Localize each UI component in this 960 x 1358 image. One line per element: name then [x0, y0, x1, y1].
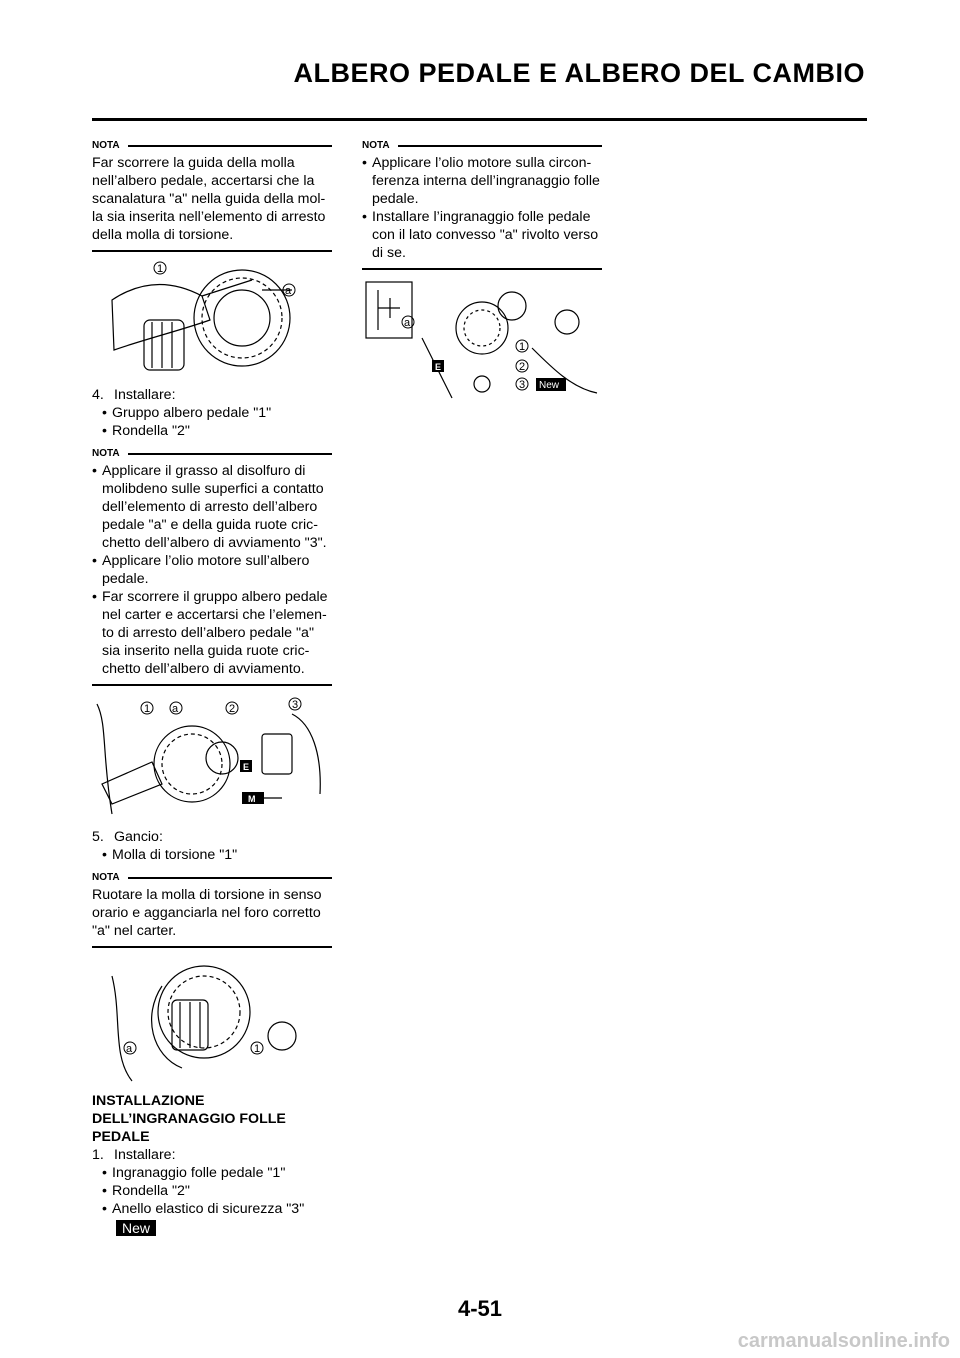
figure-kick-shaft-assembly [92, 694, 332, 820]
nota-heading [92, 870, 332, 886]
page-title: ALBERO PEDALE E ALBERO DEL CAMBIO [293, 58, 865, 88]
nota-bullets [92, 462, 332, 686]
section-title-line: INSTALLAZIONE [92, 1093, 205, 1109]
list-item: • Far scorrere il gruppo albero pedale nel carter e accertarsi che l’elemen-to di arresto dell’albero pedale "a" sia inserito nella guida ruote cric-chetto dell’albero di avviamento. [92, 588, 332, 678]
callout-3: 3 [519, 379, 526, 391]
callout-a: a [172, 703, 179, 715]
new-part-badge: New [116, 1220, 156, 1236]
nota-heading [92, 446, 332, 462]
nota-rule [128, 877, 332, 879]
callout-1: 1 [157, 263, 164, 275]
nota-label: NOTA [92, 872, 120, 883]
header-divider [92, 118, 867, 121]
list-item: • Anello elastico di sicurezza "3" [102, 1201, 305, 1217]
section-title [92, 1092, 332, 1146]
step-5 [92, 828, 332, 846]
nota-rule [128, 453, 332, 455]
list-item-text: Anello elastico di sicurezza "3" [112, 1201, 305, 1217]
callout-1: 1 [254, 1043, 261, 1055]
nota-text: Far scorrere la guida della molla nell’albero pedale, accertarsi che la scanalatura "a" nella guida della mol-la sia inserita nell’elemento di arresto della molla di torsione. [92, 154, 332, 252]
engine-oil-icon: E [435, 362, 442, 372]
figure-idle-gear-install [362, 278, 602, 406]
nota-rule [398, 145, 602, 147]
step-1 [92, 1146, 332, 1164]
list-item-text: Gruppo albero pedale "1" [112, 405, 272, 421]
callout-3: 3 [292, 699, 299, 711]
watermark-url: carmanualsonline.info [737, 1330, 950, 1352]
step-4 [92, 386, 332, 404]
callout-2: 2 [229, 703, 236, 715]
nota-label: NOTA [92, 448, 120, 459]
list-item-text: Applicare l’olio motore sull’albero pedale. [102, 553, 310, 587]
illustration [92, 694, 332, 820]
right-column [362, 138, 602, 414]
left-column [92, 138, 332, 1238]
step-number: 4. [92, 387, 104, 403]
nota-heading [362, 138, 602, 154]
step-label: Installare: [114, 387, 176, 403]
list-item-text: Ingranaggio folle pedale "1" [112, 1165, 286, 1181]
nota-rule [128, 145, 332, 147]
molybdenum-grease-icon: M [248, 794, 256, 804]
list-item-text: Rondella "2" [112, 423, 190, 439]
step-label: Installare: [114, 1147, 176, 1163]
illustration [92, 956, 332, 1084]
step-number: 5. [92, 829, 104, 845]
step-label: Gancio: [114, 829, 163, 845]
list-item: • Installare l’ingranaggio folle pedale con il lato convesso "a" rivolto verso di se. [362, 208, 602, 262]
nota-heading [92, 138, 332, 154]
list-item: • Applicare l’olio motore sull’albero pedale. [92, 552, 332, 588]
list-item: • Rondella "2" [102, 1183, 190, 1199]
callout-2: 2 [519, 361, 526, 373]
list-item-text: Applicare l’olio motore sulla circon-ferenza interna dell’ingranaggio folle pedale. [372, 155, 600, 207]
callout-1: 1 [519, 341, 526, 353]
nota-label: NOTA [362, 140, 390, 151]
engine-oil-icon: E [243, 762, 250, 772]
illustration [92, 260, 332, 378]
step-number: 1. [92, 1147, 104, 1163]
callout-a: a [404, 317, 411, 329]
list-item: • Molla di torsione "1" [102, 847, 238, 863]
section-title-line: DELL’INGRANAGGIO FOLLE [92, 1111, 286, 1127]
list-item-text: Molla di torsione "1" [112, 847, 238, 863]
page-number: 4-51 [457, 1296, 503, 1321]
callout-a: a [126, 1043, 133, 1055]
list-item-text: Rondella "2" [112, 1183, 190, 1199]
figure-kick-shaft-spring-guide [92, 260, 332, 378]
list-item-text: Far scorrere il gruppo albero pedale nel carter e accertarsi che l’elemen-to di arresto dell’albero pedale "a" sia inserito nella guida ruote cric-chetto dell’albero di avviamento. [102, 589, 328, 677]
list-item: • Gruppo albero pedale "1" [102, 405, 272, 421]
list-item-text: Applicare il grasso al disolfuro di molibdeno sulle superfici a contatto dell’elemento di arresto dell’albero pedale "a" e della guida ruote cric-chetto dell’albero di avviamento "3". [102, 463, 327, 551]
list-item: • Applicare il grasso al disolfuro di molibdeno sulle superfici a contatto dell’elemento di arresto dell’albero pedale "a" e della guida ruote cric-chetto dell’albero di avviamento "3". [92, 462, 332, 552]
nota-text: Ruotare la molla di torsione in senso orario e agganciarla nel foro corretto "a" nel carter. [92, 886, 332, 948]
callout-a: a [285, 285, 292, 297]
new-part-badge: New [539, 380, 560, 391]
list-item-text: Installare l’ingranaggio folle pedale con il lato convesso "a" rivolto verso di se. [372, 209, 599, 261]
nota-label: NOTA [92, 140, 120, 151]
callout-1: 1 [144, 703, 151, 715]
section-title-line: PEDALE [92, 1129, 150, 1145]
nota-bullets [362, 154, 602, 270]
list-item: • Applicare l’olio motore sulla circon-ferenza interna dell’ingranaggio folle pedale. [362, 154, 602, 208]
illustration [362, 278, 602, 406]
list-item: • Rondella "2" [102, 423, 190, 439]
list-item: • Ingranaggio folle pedale "1" [102, 1165, 286, 1181]
figure-torsion-spring-hook [92, 956, 332, 1084]
